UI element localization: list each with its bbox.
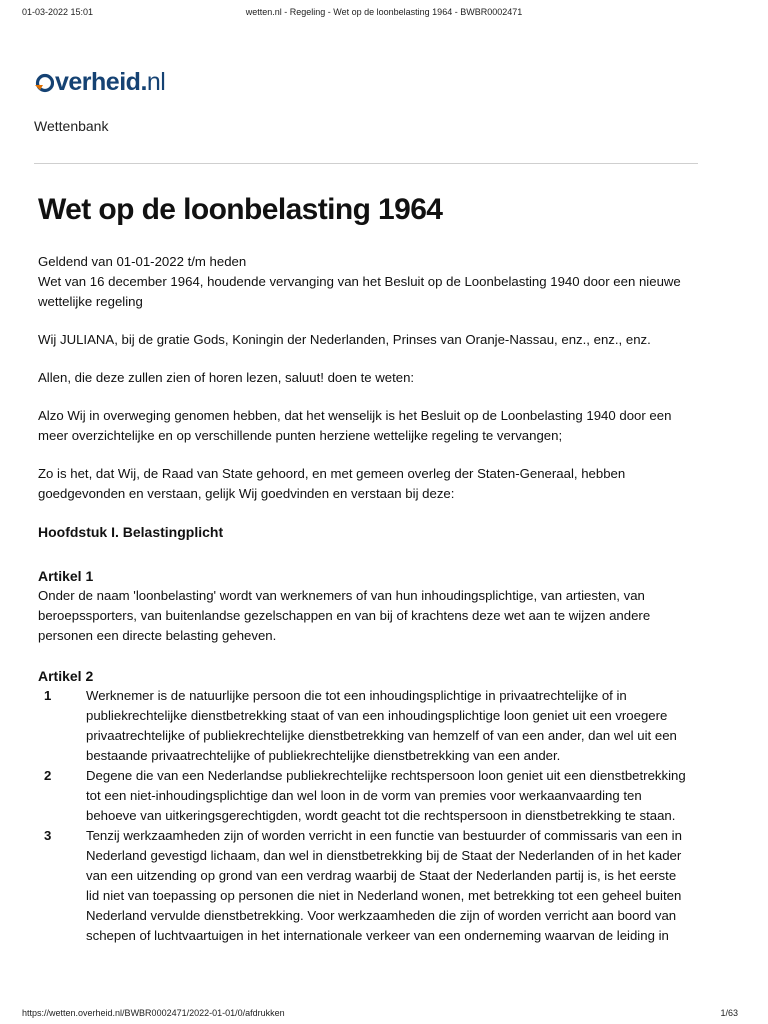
- preamble-paragraph: Wij JULIANA, bij de gratie Gods, Koningin der Nederlanden, Prinses van Oranje-Nassau, enz., enz., enz.: [38, 332, 651, 347]
- article-1: [38, 566, 688, 646]
- print-url[interactable]: https://wetten.overheid.nl/BWBR0002471/2022-01-01/0/afdrukken: [22, 1008, 285, 1018]
- preamble-paragraph: Zo is het, dat Wij, de Raad van State gehoord, en met gemeen overleg der Staten-Generaal, hebben goedgevonden en verstaan, gelijk Wij goedvinden en verstaan bij deze:: [38, 466, 626, 501]
- overheid-logo[interactable]: [34, 68, 165, 97]
- member-text: Tenzij werkzaamheden zijn of worden verricht in een functie van bestuurder of commissaris van een in Nederland gevestigd lichaam, dan wel in dienstbetrekking bij de Staat der Nederlanden of in het kader van een uitzending op grond van een verdrag waarbij de Staat der Nederlanden partij is, is het eerste lid niet van toepassing op personen die niet in Nederland wonen, met betrekking tot een geheel buiten Nederland vervulde dienstbetrekking. Voor werkzaamheden die zijn of worden verricht aan boord van schepen of luchtvaartuigen in het internationale verkeer van een onderneming waarvan de leiding in: [86, 828, 682, 943]
- member-number: 1: [44, 688, 52, 703]
- validity-text: Geldend van 01-01-2022 t/m heden: [38, 254, 247, 269]
- logo-text: verheid: [55, 68, 141, 96]
- member-number: 2: [44, 768, 52, 783]
- preamble-paragraph: Alzo Wij in overweging genomen hebben, dat het wenselijk is het Besluit op de Loonbelasting 1940 door een meer overzichtelijke en op verschillende punten herziene wettelijke regeling te vervangen;: [38, 408, 672, 443]
- print-footer: [0, 1004, 768, 1024]
- page-number: 1/63: [720, 1008, 738, 1018]
- print-page-title: wetten.nl - Regeling - Wet op de loonbelasting 1964 - BWBR0002471: [245, 7, 523, 17]
- article-heading: Artikel 2: [38, 668, 94, 684]
- list-item: [38, 826, 688, 946]
- law-description: Wet van 16 december 1964, houdende vervanging van het Besluit op de Loonbelasting 1940 door een nieuwe wettelijke regeling: [38, 274, 681, 309]
- document-content: [38, 190, 688, 966]
- article-text: Onder de naam 'loonbelasting' wordt van werknemers of van hun inhoudingsplichtige, van artiesten, van beroepssporters, van buitenlandse gezelschappen en van bij of krachtens deze wet aan te wijzen andere personen een directe belasting geheven.: [38, 588, 651, 643]
- list-item: [38, 766, 688, 826]
- member-text: Werknemer is de natuurlijke persoon die tot een inhoudingsplichtige in privaatrechtelijke of in publiekrechtelijke dienstbetrekking staat of van een inhoudingsplichtige loon geniet uit een vroegere privaatrechtelijke of publiekrechtelijke dienstbetrekking van hemzelf of van een ander, dan wel uit een bestaande privaatrechtelijke of publiekrechtelijke dienstbetrekking van een ander.: [86, 688, 677, 763]
- print-header: [0, 0, 768, 22]
- article-members-list: [38, 686, 688, 946]
- member-number: 3: [44, 828, 52, 843]
- logo-dot: .: [140, 68, 147, 96]
- preamble-paragraph: Allen, die deze zullen zien of horen lezen, saluut! doen te weten:: [38, 370, 415, 385]
- page-title: Wet op de loonbelasting 1964: [38, 193, 443, 226]
- member-text: Degene die van een Nederlandse publiekrechtelijke rechtspersoon loon geniet uit een dienstbetrekking tot een niet-inhoudingsplichtige dan wel loon in de vorm van premies voor werkaanvaarding ten behoeve van uitkeringsgerechtigden, wordt geacht tot die rechtspersoon in dienstbetrekking te staan.: [86, 768, 686, 823]
- header-divider: [34, 163, 698, 164]
- article-2: [38, 666, 688, 946]
- logo-tld: nl: [146, 68, 166, 96]
- print-datetime: 01-03-2022 15:01: [22, 7, 94, 17]
- site-subtitle: Wettenbank: [34, 118, 109, 134]
- chapter-heading: Hoofdstuk I. Belastingplicht: [38, 524, 224, 540]
- overheid-logo-icon: [34, 72, 54, 94]
- article-heading: Artikel 1: [38, 568, 94, 584]
- list-item: [38, 686, 688, 766]
